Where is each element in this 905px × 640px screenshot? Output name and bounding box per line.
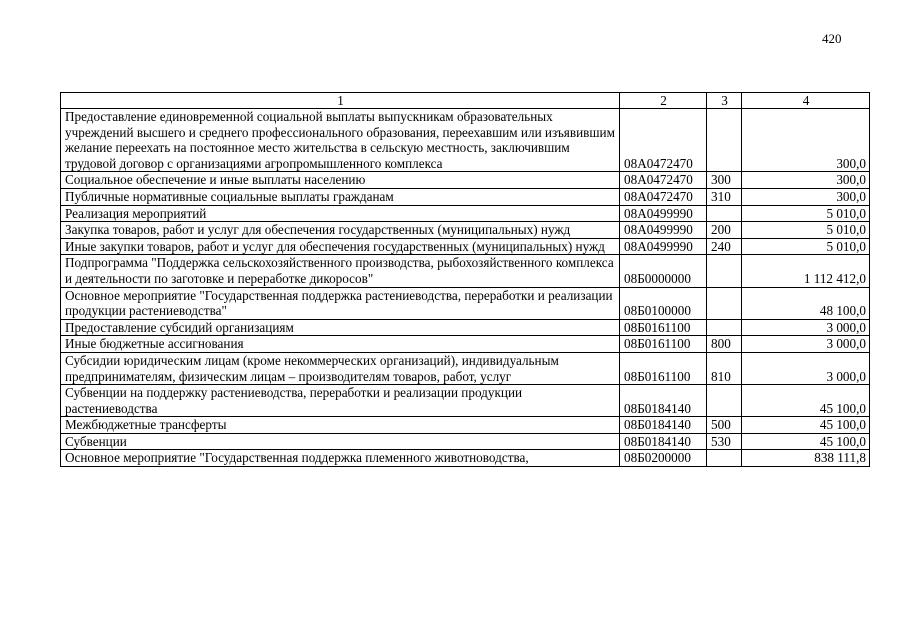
row-type-cell xyxy=(707,287,742,319)
row-amount-cell: 3 000,0 xyxy=(742,319,870,336)
row-name-cell: Субвенции на поддержку растениеводства, переработки и реализации продукции растениеводства xyxy=(61,385,620,417)
row-amount-cell: 3 000,0 xyxy=(742,336,870,353)
page-number: 420 xyxy=(822,31,842,46)
row-amount-cell: 1 112 412,0 xyxy=(742,255,870,287)
row-amount-cell: 5 010,0 xyxy=(742,222,870,239)
row-amount-cell: 838 111,8 xyxy=(742,450,870,467)
header-cell-2: 2 xyxy=(620,93,707,109)
row-amount-cell: 300,0 xyxy=(742,172,870,189)
row-amount-cell: 5 010,0 xyxy=(742,238,870,255)
row-type-cell: 240 xyxy=(707,238,742,255)
row-name-cell: Субвенции xyxy=(61,433,620,450)
row-type-cell xyxy=(707,319,742,336)
table-row xyxy=(61,450,870,467)
row-code-cell: 08А0499990 xyxy=(620,222,707,239)
table-row xyxy=(61,352,870,384)
row-name-cell: Подпрограмма "Поддержка сельскохозяйственного производства, рыбохозяйственного комплекса и деятельности по заготовке и переработке дикоросов" xyxy=(61,255,620,287)
row-type-cell xyxy=(707,255,742,287)
table-row xyxy=(61,433,870,450)
row-amount-cell: 45 100,0 xyxy=(742,385,870,417)
row-type-cell xyxy=(707,109,742,172)
row-code-cell: 08Б0000000 xyxy=(620,255,707,287)
row-type-cell xyxy=(707,385,742,417)
row-code-cell: 08Б0161100 xyxy=(620,352,707,384)
row-name-cell: Иные закупки товаров, работ и услуг для обеспечения государственных (муниципальных) нужд xyxy=(61,238,620,255)
table-row xyxy=(61,172,870,189)
row-name-cell: Основное мероприятие "Государственная поддержка растениеводства, переработки и реализации продукции растениеводства" xyxy=(61,287,620,319)
row-amount-cell: 300,0 xyxy=(742,188,870,205)
row-code-cell: 08Б0200000 xyxy=(620,450,707,467)
header-cell-3: 3 xyxy=(707,93,742,109)
row-name-cell: Основное мероприятие "Государственная поддержка племенного животноводства, xyxy=(61,450,620,467)
row-code-cell: 08А0499990 xyxy=(620,205,707,222)
row-amount-cell: 3 000,0 xyxy=(742,352,870,384)
row-name-cell: Предоставление единовременной социальной выплаты выпускникам образовательных учреждений высшего и среднего профессионального образования, переехавшим или изъявившим желание переехать на постоянное место жительства в сельскую местность, заключившим трудовой договор с организациями агропромышленного комплекса xyxy=(61,109,620,172)
table-row xyxy=(61,238,870,255)
row-amount-cell: 48 100,0 xyxy=(742,287,870,319)
row-amount-cell: 5 010,0 xyxy=(742,205,870,222)
row-amount-cell: 45 100,0 xyxy=(742,433,870,450)
row-type-cell xyxy=(707,450,742,467)
table-row xyxy=(61,385,870,417)
budget-table xyxy=(60,92,870,467)
table-row xyxy=(61,222,870,239)
row-name-cell: Реализация мероприятий xyxy=(61,205,620,222)
row-name-cell: Социальное обеспечение и иные выплаты населению xyxy=(61,172,620,189)
row-type-cell: 300 xyxy=(707,172,742,189)
row-code-cell: 08Б0161100 xyxy=(620,336,707,353)
row-type-cell: 310 xyxy=(707,188,742,205)
table-row xyxy=(61,109,870,172)
table-row xyxy=(61,287,870,319)
row-name-cell: Предоставление субсидий организациям xyxy=(61,319,620,336)
row-name-cell: Закупка товаров, работ и услуг для обеспечения государственных (муниципальных) нужд xyxy=(61,222,620,239)
header-cell-1: 1 xyxy=(61,93,620,109)
row-code-cell: 08Б0184140 xyxy=(620,417,707,434)
row-code-cell: 08Б0184140 xyxy=(620,385,707,417)
header-cell-4: 4 xyxy=(742,93,870,109)
row-code-cell: 08Б0161100 xyxy=(620,319,707,336)
row-type-cell: 200 xyxy=(707,222,742,239)
table-row xyxy=(61,188,870,205)
table-row xyxy=(61,417,870,434)
row-amount-cell: 300,0 xyxy=(742,109,870,172)
row-code-cell: 08Б0184140 xyxy=(620,433,707,450)
table-header-row xyxy=(61,93,870,109)
row-code-cell: 08Б0100000 xyxy=(620,287,707,319)
row-type-cell: 530 xyxy=(707,433,742,450)
row-type-cell: 800 xyxy=(707,336,742,353)
table-row xyxy=(61,319,870,336)
table-row xyxy=(61,205,870,222)
row-code-cell: 08А0472470 xyxy=(620,172,707,189)
row-type-cell: 500 xyxy=(707,417,742,434)
table-row xyxy=(61,255,870,287)
row-name-cell: Иные бюджетные ассигнования xyxy=(61,336,620,353)
row-code-cell: 08А0499990 xyxy=(620,238,707,255)
row-code-cell: 08А0472470 xyxy=(620,109,707,172)
row-code-cell: 08А0472470 xyxy=(620,188,707,205)
row-amount-cell: 45 100,0 xyxy=(742,417,870,434)
row-name-cell: Публичные нормативные социальные выплаты гражданам xyxy=(61,188,620,205)
table-row xyxy=(61,336,870,353)
row-name-cell: Межбюджетные трансферты xyxy=(61,417,620,434)
row-type-cell: 810 xyxy=(707,352,742,384)
row-type-cell xyxy=(707,205,742,222)
row-name-cell: Субсидии юридическим лицам (кроме некоммерческих организаций), индивидуальным предпринимателям, физическим лицам – производителям товаров, работ, услуг xyxy=(61,352,620,384)
